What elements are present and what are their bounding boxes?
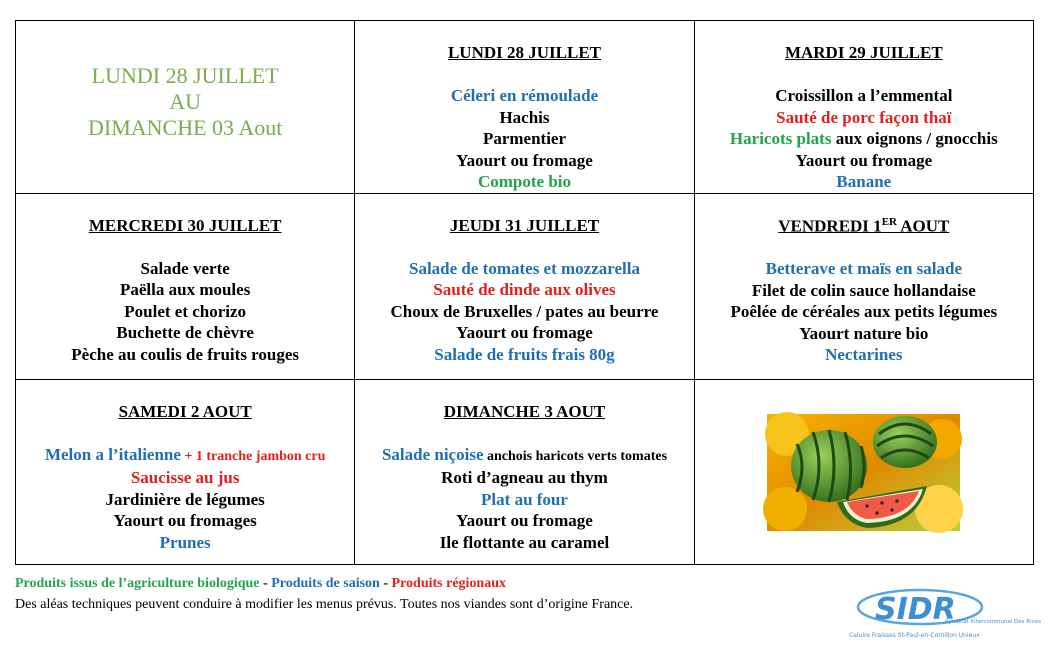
range-line-3: DIMANCHE 03 Aout [87,115,283,140]
dish: Hachis [499,107,550,127]
dish: Sauté de dinde aux olives [433,280,616,299]
dish [695,128,1033,150]
day-cell-lundi [355,21,694,194]
sidr-logo [845,585,1042,645]
dish-part: aux oignons / gnocchis [831,129,998,148]
range-line-2: AU [169,89,202,114]
dish: Poêlée de céréales aux petits légumes [730,302,998,322]
legend-regionaux: Produits régionaux [391,576,507,591]
day-title: LUNDI 28 JUILLET [447,43,602,62]
dish: Yaourt ou fromage [795,150,933,170]
dish: Choux de Bruxelles / pates au beurre [390,301,659,321]
day-title: SAMEDI 2 AOUT [118,401,252,421]
dish: Ile flottante au caramel [439,532,610,552]
dish: Parmentier [482,129,567,148]
day-title-part: AOUT [896,216,950,236]
day-cell-jeudi [355,193,694,379]
day-title: MARDI 29 JUILLET [784,43,943,62]
week-range [16,21,354,141]
day-cell-mardi [694,21,1033,194]
dish: Poulet et chorizo [124,301,247,321]
legend-bio: Produits issus de l’agriculture biologique [15,576,260,591]
dish: Salade de tomates et mozzarella [408,258,640,278]
day-title: DIMANCHE 3 AOUT [443,401,606,421]
day-cell-dimanche [355,379,694,564]
dish: Salade de fruits frais 80g [434,344,615,364]
week-range-cell [16,21,355,194]
dish [355,444,693,468]
day-cell-vendredi [694,193,1033,379]
melon-image [767,414,960,531]
day-title-part: VENDREDI 1 [778,216,882,236]
day-cell-mercredi [16,193,355,379]
legend [15,576,506,592]
dish: Sauté de porc façon thaï [776,107,952,127]
dish-part: Salade niçoise [381,444,484,464]
disclaimer-note: Des aléas techniques peuvent conduire à modifier les menus prévus. Toutes nos viandes sont d’origine France. [15,597,634,612]
image-cell [694,379,1033,564]
day-title-sup: ER [881,215,897,228]
range-line-1: LUNDI 28 JUILLET [91,63,279,88]
dish-part: + 1 tranche jambon cru [180,448,326,464]
day-title: JEUDI 31 JUILLET [449,215,600,235]
dish-part: anchois haricots verts tomates [483,448,668,464]
dish: Pèche au coulis de fruits rouges [71,344,300,364]
dish: Nectarines [825,345,903,365]
dish-part: Melon a l’italienne [44,444,181,464]
day-cell-samedi [16,379,355,564]
dish-part: Haricots plats [729,129,832,148]
dish: Croissillon a l’emmental [775,86,953,105]
dish: Yaourt ou fromage [456,323,593,342]
dish: Yaourt ou fromage [456,511,593,530]
dish: Prunes [159,532,211,552]
dish: Céleri en rémoulade [450,86,599,105]
dish: Saucisse au jus [130,468,240,487]
dish: Salade verte [140,258,230,278]
dish: Banane [836,172,892,191]
dish: Betterave et maïs en salade [765,259,963,279]
legend-separator: - [259,576,272,591]
logo-name: SIDR [875,592,956,627]
dish: Filet de colin sauce hollandaise [751,280,976,300]
dish: Buchette de chèvre [116,323,254,342]
dish: Paëlla aux moules [119,280,251,299]
dish: Yaourt nature bio [799,323,929,343]
day-title: MERCREDI 30 JUILLET [88,215,282,235]
logo-line-1: Syndicat Intercommunal Des Rives [945,619,1042,625]
day-title [695,216,1033,237]
dish: Yaourt ou fromages [113,511,257,530]
legend-separator: - [379,576,392,591]
dish: Roti d’agneau au thym [441,468,608,487]
dish: Jardinière de légumes [105,489,265,509]
menu-table [15,20,1034,565]
dish [16,444,354,468]
logo-line-2: Caluire Fraisses St-Paul-en-Cornillon Unieux [849,632,980,639]
dish: Yaourt ou fromage [456,150,593,170]
dish: Compote bio [477,172,571,191]
dish: Plat au four [481,489,568,509]
legend-saison: Produits de saison [271,576,380,591]
